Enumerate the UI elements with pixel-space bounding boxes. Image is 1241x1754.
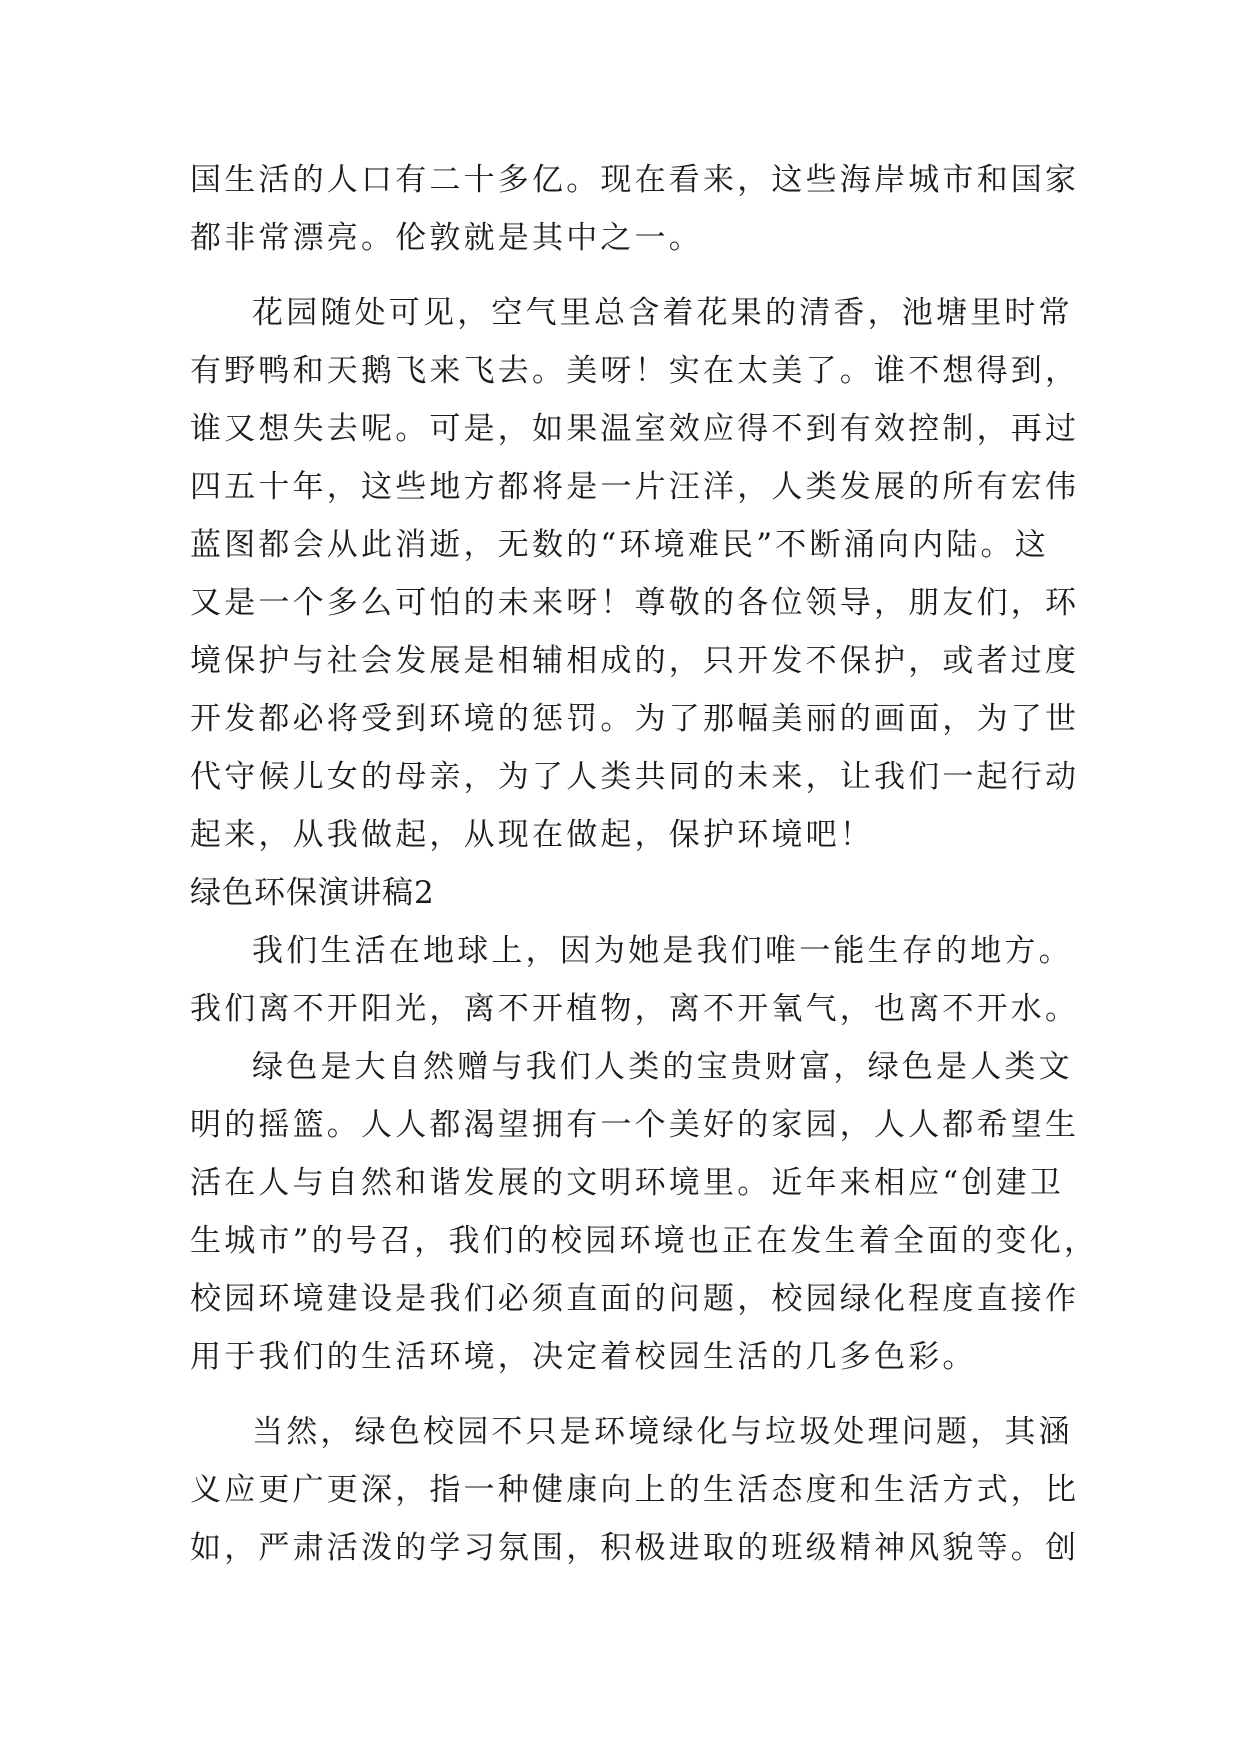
text-line: 都非常漂亮。伦敦就是其中之一。 bbox=[190, 220, 703, 256]
text-line: 境保护与社会发展是相辅相成的，只开发不保护，或者过度 bbox=[190, 643, 1080, 679]
section-heading: 绿色环保演讲稿2 bbox=[190, 875, 435, 911]
text-line: 生城市”的号召，我们的校园环境也正在发生着全面的变化， bbox=[190, 1223, 1099, 1259]
text-line: 义应更广更深，指一种健康向上的生活态度和生活方式，比 bbox=[190, 1472, 1080, 1508]
text-line: 四五十年，这些地方都将是一片汪洋，人类发展的所有宏伟 bbox=[190, 469, 1080, 505]
text-line: 活在人与自然和谐发展的文明环境里。近年来相应“创建卫 bbox=[190, 1165, 1065, 1201]
paragraph-start-line: 绿色是大自然赠与我们人类的宝贵财富，绿色是人类文 bbox=[252, 1049, 1073, 1085]
paragraph-start-line: 我们生活在地球上，因为她是我们唯一能生存的地方。 bbox=[252, 933, 1073, 969]
text-line: 校园环境建设是我们必须直面的问题，校园绿化程度直接作 bbox=[190, 1281, 1080, 1317]
text-line: 明的摇篮。人人都渴望拥有一个美好的家园，人人都希望生 bbox=[190, 1107, 1080, 1143]
text-line: 用于我们的生活环境，决定着校园生活的几多色彩。 bbox=[190, 1339, 977, 1375]
paragraph-start-line: 花园随处可见，空气里总含着花果的清香，池塘里时常 bbox=[252, 295, 1073, 331]
text-line: 我们离不开阳光，离不开植物，离不开氧气，也离不开水。 bbox=[190, 991, 1080, 1027]
paragraph-start-line: 当然，绿色校园不只是环境绿化与垃圾处理问题，其涵 bbox=[252, 1414, 1073, 1450]
text-line: 开发都必将受到环境的惩罚。为了那幅美丽的画面，为了世 bbox=[190, 701, 1080, 737]
text-line: 如，严肃活泼的学习氛围，积极进取的班级精神风貌等。创 bbox=[190, 1530, 1080, 1566]
text-line: 蓝图都会从此消逝，无数的“环境难民”不断涌向内陆。这 bbox=[190, 527, 1049, 563]
text-line: 谁又想失去呢。可是，如果温室效应得不到有效控制，再过 bbox=[190, 411, 1080, 447]
text-line: 国生活的人口有二十多亿。现在看来，这些海岸城市和国家 bbox=[190, 162, 1080, 198]
text-line: 又是一个多么可怕的未来呀！尊敬的各位领导，朋友们，环 bbox=[190, 585, 1080, 621]
text-line: 起来，从我做起，从现在做起，保护环境吧！ bbox=[190, 817, 874, 853]
text-line: 有野鸭和天鹅飞来飞去。美呀！实在太美了。谁不想得到， bbox=[190, 353, 1080, 389]
text-line: 代守候儿女的母亲，为了人类共同的未来，让我们一起行动 bbox=[190, 759, 1080, 795]
